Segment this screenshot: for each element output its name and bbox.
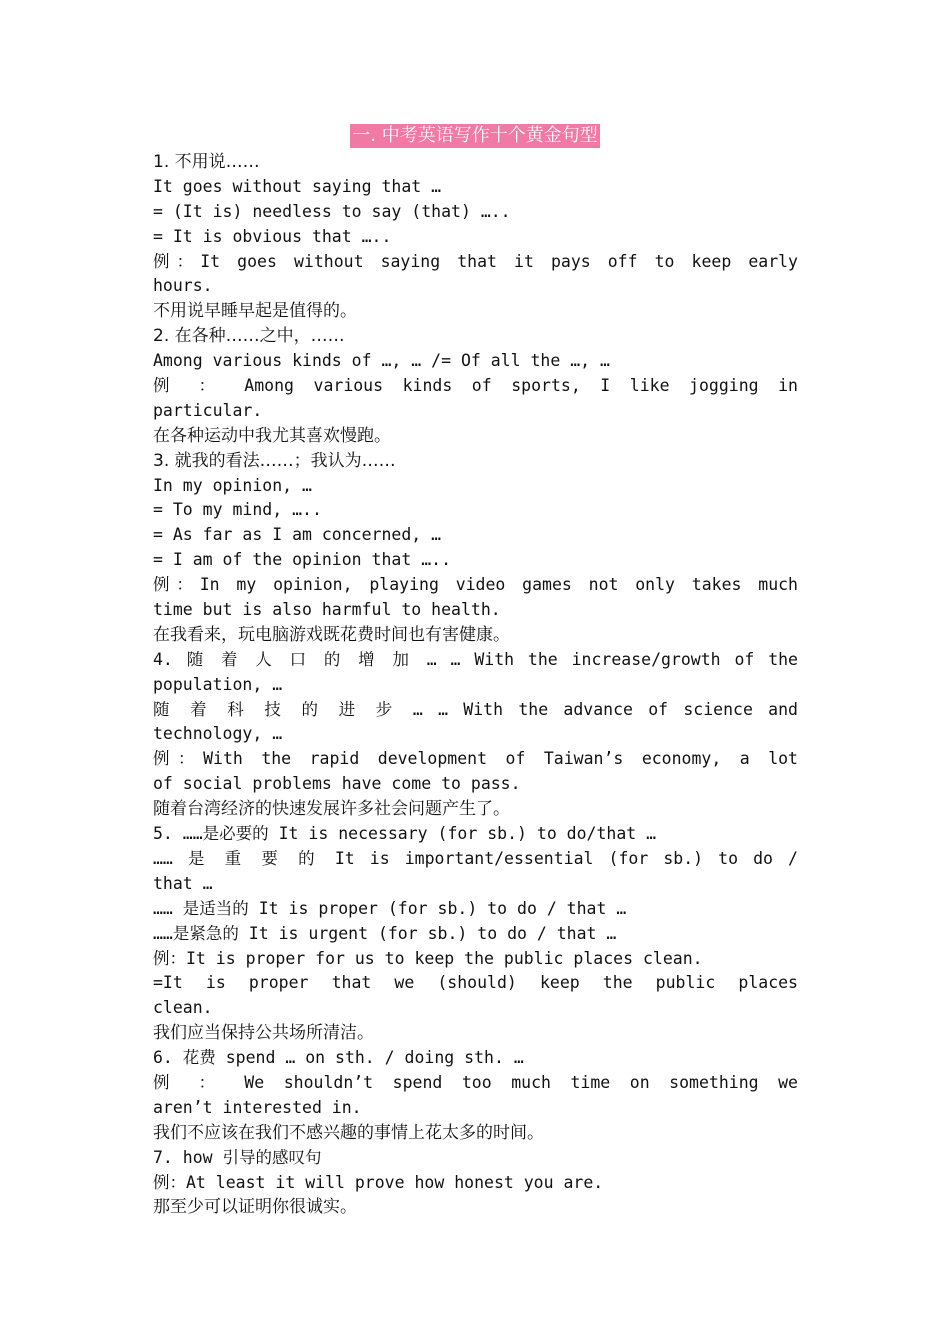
text-line: of social problems have come to pass.	[153, 774, 521, 794]
text-line: 4. 随 着 人 口 的 增 加 … … With the increase/growth of the	[153, 649, 798, 669]
text-line: 3. 就我的看法……；我认为……	[153, 450, 396, 471]
text-line: clean.	[153, 998, 213, 1018]
text-line: Among various kinds of …, … /= Of all the …, …	[153, 351, 610, 371]
text-line: 我们不应该在我们不感兴趣的事情上花太多的时间。	[153, 1122, 544, 1143]
text-line: 例：In my opinion, playing video games not only takes much	[153, 575, 798, 595]
text-line: aren’t interested in.	[153, 1097, 362, 1117]
text-line: 例：At least it will prove how honest you are.	[153, 1172, 604, 1192]
text-line: 5. ……是必要的 It is necessary (for sb.) to do/that …	[153, 824, 657, 844]
text-line: In my opinion, …	[153, 475, 312, 495]
text-line: 6. 花费 spend … on sth. / doing sth. …	[153, 1048, 524, 1068]
text-line: 随 着 科 技 的 进 步 … … With the advance of science and	[153, 699, 798, 719]
text-line: =It is proper that we (should) keep the public places	[153, 973, 798, 993]
text-line: It goes without saying that …	[153, 176, 442, 196]
text-line: 不用说早睡早起是值得的。	[153, 301, 357, 322]
text-line: 例 ： Among various kinds of sports, I like jogging in	[153, 376, 798, 396]
text-line: population, …	[153, 674, 283, 694]
text-line: …… 是 重 要 的 It is important/essential (for sb.) to do /	[153, 848, 798, 868]
text-line: 随着台湾经济的快速发展许多社会问题产生了。	[153, 799, 510, 820]
text-line: 例 ： We shouldn’t spend too much time on something we	[153, 1072, 798, 1092]
text-line: that …	[153, 873, 213, 893]
text-line: 2. 在各种……之中，……	[153, 326, 345, 347]
text-line: technology, …	[153, 724, 283, 744]
text-line: 我们应当保持公共场所清洁。	[153, 1023, 374, 1044]
text-line: …… 是适当的 It is proper (for sb.) to do / that …	[153, 898, 627, 918]
text-line: = I am of the opinion that …..	[153, 550, 452, 570]
text-line: = As far as I am concerned, …	[153, 525, 442, 545]
text-line: hours.	[153, 276, 213, 296]
title-wrapper	[0, 124, 950, 148]
text-line: 例：It is proper for us to keep the public places clean.	[153, 948, 703, 968]
text-line: 7. how 引导的感叹句	[153, 1147, 322, 1167]
text-line: 例：It goes without saying that it pays off to keep early	[153, 251, 798, 271]
text-line: 1. 不用说……	[153, 152, 260, 172]
section-title: 一. 中考英语写作十个黄金句型	[352, 125, 598, 146]
text-line: ……是紧急的 It is urgent (for sb.) to do / that …	[153, 923, 617, 943]
text-line: = To my mind, …..	[153, 500, 322, 520]
text-line: 例：With the rapid development of Taiwan’s economy, a lot	[153, 749, 798, 769]
document-body	[153, 150, 798, 1220]
text-line: = It is obvious that …..	[153, 226, 392, 246]
text-line: 那至少可以证明你很诚实。	[153, 1197, 357, 1218]
text-line: = (It is) needless to say (that) …..	[153, 201, 511, 221]
text-line: particular.	[153, 400, 263, 420]
text-line: 在各种运动中我尤其喜欢慢跑。	[153, 425, 391, 446]
text-line: time but is also harmful to health.	[153, 600, 501, 620]
text-line: 在我看来，玩电脑游戏既花费时间也有害健康。	[153, 624, 510, 645]
